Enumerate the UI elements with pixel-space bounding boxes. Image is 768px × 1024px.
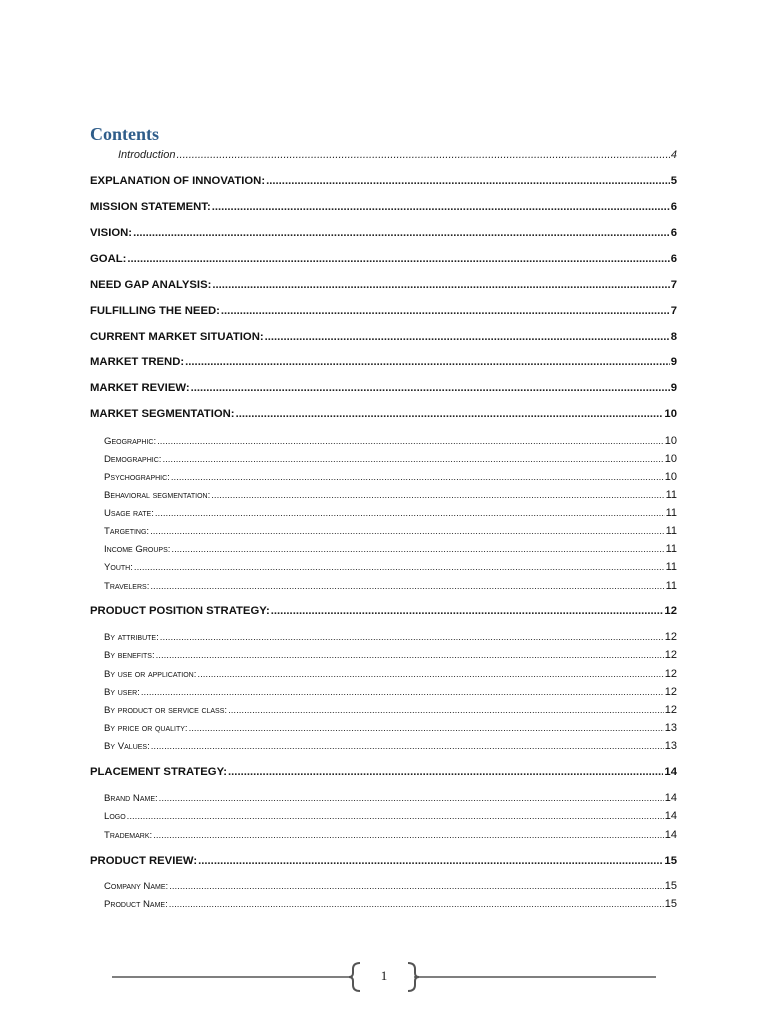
toc-entry-label: Demographic: [104, 454, 162, 465]
toc-entry-label: MARKET REVIEW: [90, 382, 190, 394]
toc-entry[interactable] [104, 741, 677, 752]
toc-entry[interactable] [104, 526, 677, 537]
toc-entry-page: 10 [664, 453, 677, 465]
dot-leader [155, 509, 665, 519]
page-number: 1 [380, 968, 388, 983]
toc-entry-page: 10 [664, 408, 677, 420]
dot-leader [266, 176, 670, 187]
dot-leader [198, 856, 663, 867]
toc-entry-label: Youth: [104, 562, 133, 573]
toc-entry-page: 12 [664, 668, 677, 680]
toc-entry-label: MISSION STATEMENT: [90, 201, 211, 213]
toc-entry[interactable] [104, 508, 677, 519]
toc-entry-label: Logo [104, 811, 126, 822]
toc-entry[interactable] [118, 150, 677, 161]
toc-entry-label: PRODUCT POSITION STRATEGY: [90, 605, 270, 617]
toc-entry-page: 11 [665, 561, 677, 573]
toc-entry[interactable] [90, 856, 677, 867]
toc-entry-label: By Values: [104, 741, 150, 752]
dot-leader [211, 491, 664, 501]
toc-entry[interactable] [104, 581, 677, 592]
toc-entry[interactable] [90, 409, 677, 420]
toc-entry[interactable] [104, 650, 677, 661]
toc-entry[interactable] [104, 705, 677, 716]
toc-entry-label: CURRENT MARKET SITUATION: [90, 331, 264, 343]
toc-entry[interactable] [104, 454, 677, 465]
toc-entry[interactable] [90, 767, 677, 778]
toc-entry-label: Product Name: [104, 899, 168, 910]
dot-leader [212, 202, 670, 213]
dot-leader [212, 280, 669, 291]
dot-leader [160, 633, 664, 643]
dot-leader [197, 670, 663, 680]
toc-entry-page: 6 [670, 227, 677, 239]
toc-entry-label: By attribute: [104, 632, 159, 643]
dot-leader [228, 767, 663, 778]
toc-entry[interactable] [104, 793, 677, 804]
toc-entry-label: MARKET TREND: [90, 356, 185, 368]
toc-entry-page: 11 [665, 489, 677, 501]
toc-entry-page: 12 [664, 631, 677, 643]
toc-entry-label: Targeting: [104, 526, 150, 537]
toc-entry-page: 14 [664, 766, 677, 778]
dot-leader [171, 545, 664, 555]
dot-leader [228, 706, 664, 716]
toc-entry-label: VISION: [90, 227, 133, 239]
dot-leader [141, 688, 664, 698]
toc-entry-label: Company Name: [104, 881, 169, 892]
toc-entry-label: Psychographic: [104, 472, 170, 483]
toc-entry[interactable] [90, 332, 677, 343]
toc-entry[interactable] [90, 606, 677, 617]
toc-entry-page: 9 [670, 382, 677, 394]
toc-entry-page: 9 [670, 356, 677, 368]
dot-leader [162, 455, 663, 465]
toc-entry-page: 11 [665, 543, 677, 555]
toc-entry-label: By user: [104, 687, 140, 698]
toc-entry[interactable] [104, 899, 677, 910]
dot-leader [127, 812, 664, 822]
toc-entry-label: FULFILLING THE NEED: [90, 305, 220, 317]
toc-entry[interactable] [104, 472, 677, 483]
toc-entry-page: 13 [664, 722, 677, 734]
toc-entry-label: Introduction [118, 149, 176, 161]
toc-entry-label: NEED GAP ANALYSIS: [90, 279, 212, 291]
toc-entry[interactable] [104, 881, 677, 892]
toc-entry[interactable] [90, 306, 677, 317]
toc-entry[interactable] [90, 357, 677, 368]
dot-leader [153, 831, 664, 841]
toc-entry-page: 11 [665, 580, 677, 592]
toc-entry-label: By benefits: [104, 650, 155, 661]
dot-leader [176, 150, 669, 161]
toc-entry-page: 13 [664, 740, 677, 752]
toc-entry[interactable] [104, 544, 677, 555]
toc-entry[interactable] [104, 562, 677, 573]
dot-leader [169, 882, 664, 892]
dot-leader [169, 900, 664, 910]
toc-entry-page: 6 [670, 253, 677, 265]
toc-entry[interactable] [104, 811, 677, 822]
dot-leader [185, 357, 670, 368]
toc-entry[interactable] [104, 490, 677, 501]
toc-entry-label: MARKET SEGMENTATION: [90, 408, 235, 420]
dot-leader [150, 582, 664, 592]
toc-entry-page: 7 [670, 305, 677, 317]
toc-entry-page: 14 [664, 810, 677, 822]
toc-entry-page: 15 [664, 898, 677, 910]
toc-heading: Contents [90, 124, 160, 144]
toc-entry[interactable] [104, 632, 677, 643]
dot-leader [127, 254, 669, 265]
toc-entry-page: 11 [665, 507, 677, 519]
dot-leader [171, 473, 664, 483]
toc-entry[interactable] [90, 254, 677, 265]
dot-leader [271, 606, 664, 617]
toc-entry-label: Usage rate: [104, 508, 154, 519]
toc-entry-page: 12 [664, 686, 677, 698]
dot-leader [191, 383, 670, 394]
toc-entry-page: 14 [664, 792, 677, 804]
toc-entry-page: 12 [664, 605, 677, 617]
dot-leader [189, 724, 664, 734]
toc-entry[interactable] [90, 228, 677, 239]
dot-leader [157, 437, 664, 447]
toc-entry-label: Income Groups: [104, 544, 171, 555]
toc-entry-label: Travelers: [104, 581, 150, 592]
toc-entry-page: 5 [670, 175, 677, 187]
toc-entry[interactable] [104, 436, 677, 447]
toc-entry-label: By price or quality: [104, 723, 188, 734]
dot-leader [159, 794, 664, 804]
toc-entry[interactable] [90, 383, 677, 394]
toc-entry-label: Trademark: [104, 830, 153, 841]
toc-entry-label: By use or application: [104, 669, 197, 680]
toc-entry-page: 8 [670, 331, 677, 343]
toc-entry-label: PLACEMENT STRATEGY: [90, 766, 228, 778]
toc-entry-label: Geographic: [104, 436, 157, 447]
dot-leader [221, 306, 670, 317]
toc-entry-page: 15 [664, 855, 677, 867]
toc-entry[interactable] [104, 830, 677, 841]
dot-leader [156, 651, 664, 661]
toc-entry-label: Brand Name: [104, 793, 158, 804]
toc-entry-page: 10 [664, 471, 677, 483]
toc-entry-page: 7 [670, 279, 677, 291]
toc-entry-page: 11 [665, 525, 677, 537]
toc-entry-page: 10 [664, 435, 677, 447]
toc-entry-page: 12 [664, 649, 677, 661]
toc-entry-label: GOAL: [90, 253, 127, 265]
toc-entry-label: EXPLANATION OF INNOVATION: [90, 175, 266, 187]
toc-entry[interactable] [104, 669, 677, 680]
toc-entry-label: PRODUCT REVIEW: [90, 855, 198, 867]
dot-leader [133, 228, 670, 239]
toc-entry-label: Behavioral segmentation: [104, 490, 211, 501]
toc-entry-page: 14 [664, 829, 677, 841]
toc-entry[interactable] [90, 176, 677, 187]
dot-leader [134, 563, 665, 573]
dot-leader [150, 527, 664, 537]
toc-entry-label: By product or service class: [104, 705, 228, 716]
toc-entry[interactable] [104, 723, 677, 734]
toc-entry-page: 15 [664, 880, 677, 892]
dot-leader [265, 332, 670, 343]
toc-entry-page: 6 [670, 201, 677, 213]
dot-leader [151, 742, 664, 752]
toc-entry-page: 12 [664, 704, 677, 716]
dot-leader [236, 409, 664, 420]
toc-entry[interactable] [104, 687, 677, 698]
toc-entry[interactable] [90, 202, 677, 213]
toc-entry[interactable] [90, 280, 677, 291]
toc-entry-page: 4 [670, 149, 677, 161]
